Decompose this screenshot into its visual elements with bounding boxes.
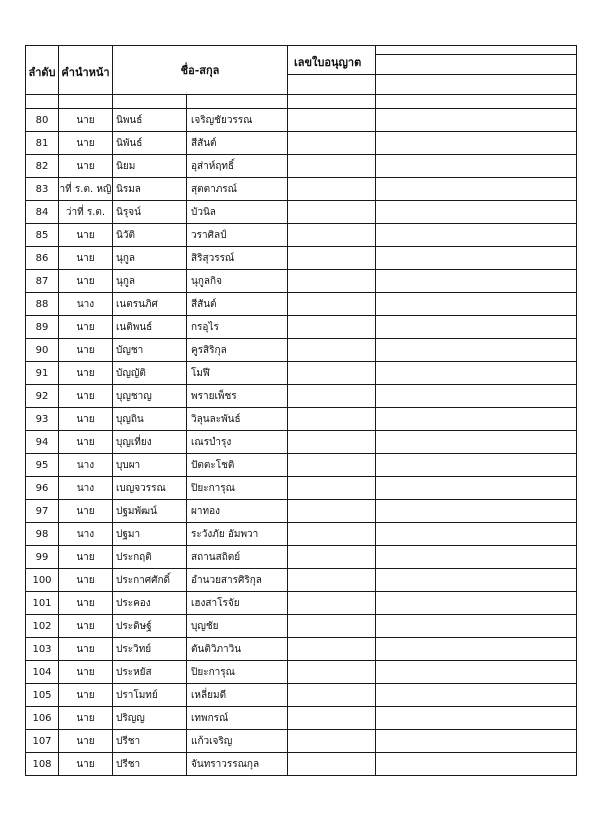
table-row bbox=[26, 707, 577, 730]
row-last-name: เจริญชัยวรรณ bbox=[187, 109, 288, 132]
row-extra bbox=[376, 132, 577, 155]
row-first-name: นิพันธ์ bbox=[113, 132, 187, 155]
row-number: 101 bbox=[26, 592, 59, 615]
row-extra bbox=[376, 615, 577, 638]
table-row bbox=[26, 661, 577, 684]
table-row bbox=[26, 339, 577, 362]
row-first-name: ประดิษฐ์ bbox=[113, 615, 187, 638]
row-last-name: เณรบำรุง bbox=[187, 431, 288, 454]
row-prefix: นาย bbox=[59, 592, 113, 615]
row-license bbox=[288, 477, 376, 500]
row-extra bbox=[376, 707, 577, 730]
roster-table bbox=[25, 45, 577, 776]
row-prefix: นาย bbox=[59, 109, 113, 132]
row-first-name: บัญญัติ bbox=[113, 362, 187, 385]
header-no: ลำดับ bbox=[26, 46, 59, 95]
row-number: 100 bbox=[26, 569, 59, 592]
table-header-row bbox=[26, 46, 577, 55]
row-number: 94 bbox=[26, 431, 59, 454]
row-number: 105 bbox=[26, 684, 59, 707]
row-extra bbox=[376, 661, 577, 684]
row-license bbox=[288, 592, 376, 615]
row-last-name: สุตตาภรณ์ bbox=[187, 178, 288, 201]
row-license bbox=[288, 132, 376, 155]
row-first-name: ปราโมทย์ bbox=[113, 684, 187, 707]
row-prefix: นาย bbox=[59, 385, 113, 408]
row-first-name: นุกูล bbox=[113, 247, 187, 270]
row-prefix: นาย bbox=[59, 316, 113, 339]
row-last-name: สิริสุวรรณ์ bbox=[187, 247, 288, 270]
table-row bbox=[26, 569, 577, 592]
row-number: 96 bbox=[26, 477, 59, 500]
row-license bbox=[288, 155, 376, 178]
row-extra bbox=[376, 385, 577, 408]
row-prefix: นาง bbox=[59, 454, 113, 477]
row-first-name: บุญถิน bbox=[113, 408, 187, 431]
row-number: 92 bbox=[26, 385, 59, 408]
table-row bbox=[26, 592, 577, 615]
row-number: 99 bbox=[26, 546, 59, 569]
row-first-name: นุกูล bbox=[113, 270, 187, 293]
table-row bbox=[26, 684, 577, 707]
table-row bbox=[26, 178, 577, 201]
row-first-name: นิรุจน์ bbox=[113, 201, 187, 224]
row-license bbox=[288, 500, 376, 523]
header-license-cell bbox=[288, 75, 376, 95]
row-extra bbox=[376, 224, 577, 247]
table-row bbox=[26, 477, 577, 500]
row-last-name: แก้วเจริญ bbox=[187, 730, 288, 753]
row-last-name: เฮงสาโรจัย bbox=[187, 592, 288, 615]
table-row bbox=[26, 454, 577, 477]
row-license bbox=[288, 339, 376, 362]
row-last-name: โมฬี bbox=[187, 362, 288, 385]
row-prefix: นาย bbox=[59, 661, 113, 684]
row-license bbox=[288, 201, 376, 224]
row-extra bbox=[376, 592, 577, 615]
table-row bbox=[26, 132, 577, 155]
row-number: 89 bbox=[26, 316, 59, 339]
table-row bbox=[26, 408, 577, 431]
row-extra bbox=[376, 523, 577, 546]
row-last-name: นุกูลกิจ bbox=[187, 270, 288, 293]
table-row bbox=[26, 546, 577, 569]
row-license bbox=[288, 638, 376, 661]
row-number: 107 bbox=[26, 730, 59, 753]
table-row bbox=[26, 500, 577, 523]
roster-sheet bbox=[25, 45, 576, 776]
row-number: 95 bbox=[26, 454, 59, 477]
row-extra bbox=[376, 684, 577, 707]
row-license bbox=[288, 684, 376, 707]
row-first-name: นิรมล bbox=[113, 178, 187, 201]
row-extra bbox=[376, 454, 577, 477]
row-prefix: นาย bbox=[59, 155, 113, 178]
row-number: 108 bbox=[26, 753, 59, 776]
row-license bbox=[288, 707, 376, 730]
table-row bbox=[26, 385, 577, 408]
row-number: 90 bbox=[26, 339, 59, 362]
row-license bbox=[288, 661, 376, 684]
row-license bbox=[288, 753, 376, 776]
row-first-name: เบญจวรรณ bbox=[113, 477, 187, 500]
row-prefix: ว่าที่ ร.ต. bbox=[59, 201, 113, 224]
row-first-name: ประหยัส bbox=[113, 661, 187, 684]
row-last-name: ผาทอง bbox=[187, 500, 288, 523]
row-prefix: นาง bbox=[59, 293, 113, 316]
row-extra bbox=[376, 408, 577, 431]
row-license bbox=[288, 385, 376, 408]
row-first-name: ปรีชา bbox=[113, 753, 187, 776]
row-first-name: เนติพนธ์ bbox=[113, 316, 187, 339]
row-first-name: ประคอง bbox=[113, 592, 187, 615]
row-extra bbox=[376, 753, 577, 776]
table-row bbox=[26, 753, 577, 776]
row-prefix: นาย bbox=[59, 339, 113, 362]
row-extra bbox=[376, 339, 577, 362]
row-number: 102 bbox=[26, 615, 59, 638]
row-prefix: นาย bbox=[59, 500, 113, 523]
table-row bbox=[26, 201, 577, 224]
row-first-name: บุญชาญ bbox=[113, 385, 187, 408]
row-number: 97 bbox=[26, 500, 59, 523]
table-row bbox=[26, 431, 577, 454]
row-extra bbox=[376, 638, 577, 661]
row-license bbox=[288, 615, 376, 638]
row-number: 93 bbox=[26, 408, 59, 431]
row-first-name: ปฐมา bbox=[113, 523, 187, 546]
row-prefix: นาย bbox=[59, 615, 113, 638]
row-first-name: บุบผา bbox=[113, 454, 187, 477]
header-extra-cell bbox=[376, 55, 577, 75]
table-row bbox=[26, 362, 577, 385]
row-first-name: บุญเที่ยง bbox=[113, 431, 187, 454]
row-license bbox=[288, 408, 376, 431]
row-first-name: ปฐมพัฒน์ bbox=[113, 500, 187, 523]
table-spacer-row bbox=[26, 95, 577, 109]
table-row bbox=[26, 109, 577, 132]
row-extra bbox=[376, 730, 577, 753]
row-extra bbox=[376, 546, 577, 569]
header-extra-cell bbox=[376, 75, 577, 95]
row-number: 81 bbox=[26, 132, 59, 155]
header-license: เลขใบอนุญาต bbox=[288, 46, 376, 75]
row-license bbox=[288, 454, 376, 477]
row-number: 91 bbox=[26, 362, 59, 385]
table-row bbox=[26, 615, 577, 638]
row-number: 103 bbox=[26, 638, 59, 661]
row-extra bbox=[376, 155, 577, 178]
table-row bbox=[26, 224, 577, 247]
row-number: 82 bbox=[26, 155, 59, 178]
row-license bbox=[288, 546, 376, 569]
row-prefix: นาง bbox=[59, 477, 113, 500]
row-number: 88 bbox=[26, 293, 59, 316]
row-last-name: วิลุนละพันธ์ bbox=[187, 408, 288, 431]
row-prefix: นาย bbox=[59, 224, 113, 247]
row-number: 86 bbox=[26, 247, 59, 270]
row-prefix: นาย bbox=[59, 362, 113, 385]
row-number: 85 bbox=[26, 224, 59, 247]
row-first-name: นิวัติ bbox=[113, 224, 187, 247]
row-license bbox=[288, 523, 376, 546]
header-prefix: คำนำหน้า bbox=[59, 46, 113, 95]
row-first-name: นิพนธ์ bbox=[113, 109, 187, 132]
row-extra bbox=[376, 270, 577, 293]
table-row bbox=[26, 293, 577, 316]
row-extra bbox=[376, 477, 577, 500]
row-last-name: เหลี่ยมดี bbox=[187, 684, 288, 707]
row-number: 80 bbox=[26, 109, 59, 132]
row-prefix: นาย bbox=[59, 707, 113, 730]
table-row bbox=[26, 270, 577, 293]
row-last-name: กรอุไร bbox=[187, 316, 288, 339]
row-last-name: คูรสิริกุล bbox=[187, 339, 288, 362]
row-license bbox=[288, 730, 376, 753]
row-extra bbox=[376, 293, 577, 316]
row-extra bbox=[376, 362, 577, 385]
row-last-name: บัวนิล bbox=[187, 201, 288, 224]
row-prefix: นาย bbox=[59, 546, 113, 569]
row-number: 98 bbox=[26, 523, 59, 546]
row-last-name: สีสันต์ bbox=[187, 293, 288, 316]
row-first-name: ปริญญ bbox=[113, 707, 187, 730]
row-extra bbox=[376, 247, 577, 270]
row-first-name: ประวิทย์ bbox=[113, 638, 187, 661]
row-prefix: นาย bbox=[59, 730, 113, 753]
row-extra bbox=[376, 109, 577, 132]
row-license bbox=[288, 431, 376, 454]
row-number: 104 bbox=[26, 661, 59, 684]
row-last-name: ตันติวิภาวิน bbox=[187, 638, 288, 661]
row-license bbox=[288, 224, 376, 247]
row-prefix: นาย bbox=[59, 569, 113, 592]
row-number: 84 bbox=[26, 201, 59, 224]
table-row bbox=[26, 247, 577, 270]
table-row bbox=[26, 638, 577, 661]
row-last-name: ปิยะการุณ bbox=[187, 661, 288, 684]
row-extra bbox=[376, 431, 577, 454]
row-first-name: เนตรนภิศ bbox=[113, 293, 187, 316]
row-last-name: สถานสถิตย์ bbox=[187, 546, 288, 569]
row-last-name: ปัตตะโชติ bbox=[187, 454, 288, 477]
row-last-name: ปิยะการุณ bbox=[187, 477, 288, 500]
row-last-name: อุส่าห์ฤทธิ์ bbox=[187, 155, 288, 178]
header-extra-cell bbox=[376, 46, 577, 55]
row-license bbox=[288, 569, 376, 592]
row-last-name: เทพกรณ์ bbox=[187, 707, 288, 730]
row-number: 87 bbox=[26, 270, 59, 293]
row-license bbox=[288, 109, 376, 132]
row-license bbox=[288, 362, 376, 385]
row-prefix: นาย bbox=[59, 431, 113, 454]
row-prefix: นาย bbox=[59, 753, 113, 776]
row-first-name: นิยม bbox=[113, 155, 187, 178]
row-license bbox=[288, 178, 376, 201]
table-row bbox=[26, 155, 577, 178]
row-extra bbox=[376, 500, 577, 523]
row-extra bbox=[376, 569, 577, 592]
row-last-name: อำนวยสารศิริกุล bbox=[187, 569, 288, 592]
row-last-name: พรายเพ็ชร bbox=[187, 385, 288, 408]
row-last-name: บุญชัย bbox=[187, 615, 288, 638]
row-prefix: นาย bbox=[59, 684, 113, 707]
row-prefix: นาย bbox=[59, 270, 113, 293]
row-last-name: สีสันต์ bbox=[187, 132, 288, 155]
row-first-name: ปรีชา bbox=[113, 730, 187, 753]
row-prefix: นาย bbox=[59, 247, 113, 270]
row-license bbox=[288, 247, 376, 270]
row-number: 83 bbox=[26, 178, 59, 201]
row-first-name: บัญชา bbox=[113, 339, 187, 362]
row-extra bbox=[376, 201, 577, 224]
row-prefix: นาย bbox=[59, 408, 113, 431]
row-prefix: นาย bbox=[59, 638, 113, 661]
row-first-name: ประกฤติ bbox=[113, 546, 187, 569]
row-prefix: นาง bbox=[59, 523, 113, 546]
row-number: 106 bbox=[26, 707, 59, 730]
table-row bbox=[26, 523, 577, 546]
row-last-name: ระวังภัย อัมพวา bbox=[187, 523, 288, 546]
row-license bbox=[288, 293, 376, 316]
row-license bbox=[288, 270, 376, 293]
row-prefix: าที่ ร.ต. หญิ bbox=[59, 178, 113, 201]
row-license bbox=[288, 316, 376, 339]
row-extra bbox=[376, 178, 577, 201]
table-row bbox=[26, 730, 577, 753]
header-name: ชื่อ-สกุล bbox=[113, 46, 288, 95]
row-last-name: จันทราวรรณกุล bbox=[187, 753, 288, 776]
row-extra bbox=[376, 316, 577, 339]
row-last-name: วราศิลป์ bbox=[187, 224, 288, 247]
row-prefix: นาย bbox=[59, 132, 113, 155]
row-first-name: ประกาศศักดิ์ bbox=[113, 569, 187, 592]
table-row bbox=[26, 316, 577, 339]
